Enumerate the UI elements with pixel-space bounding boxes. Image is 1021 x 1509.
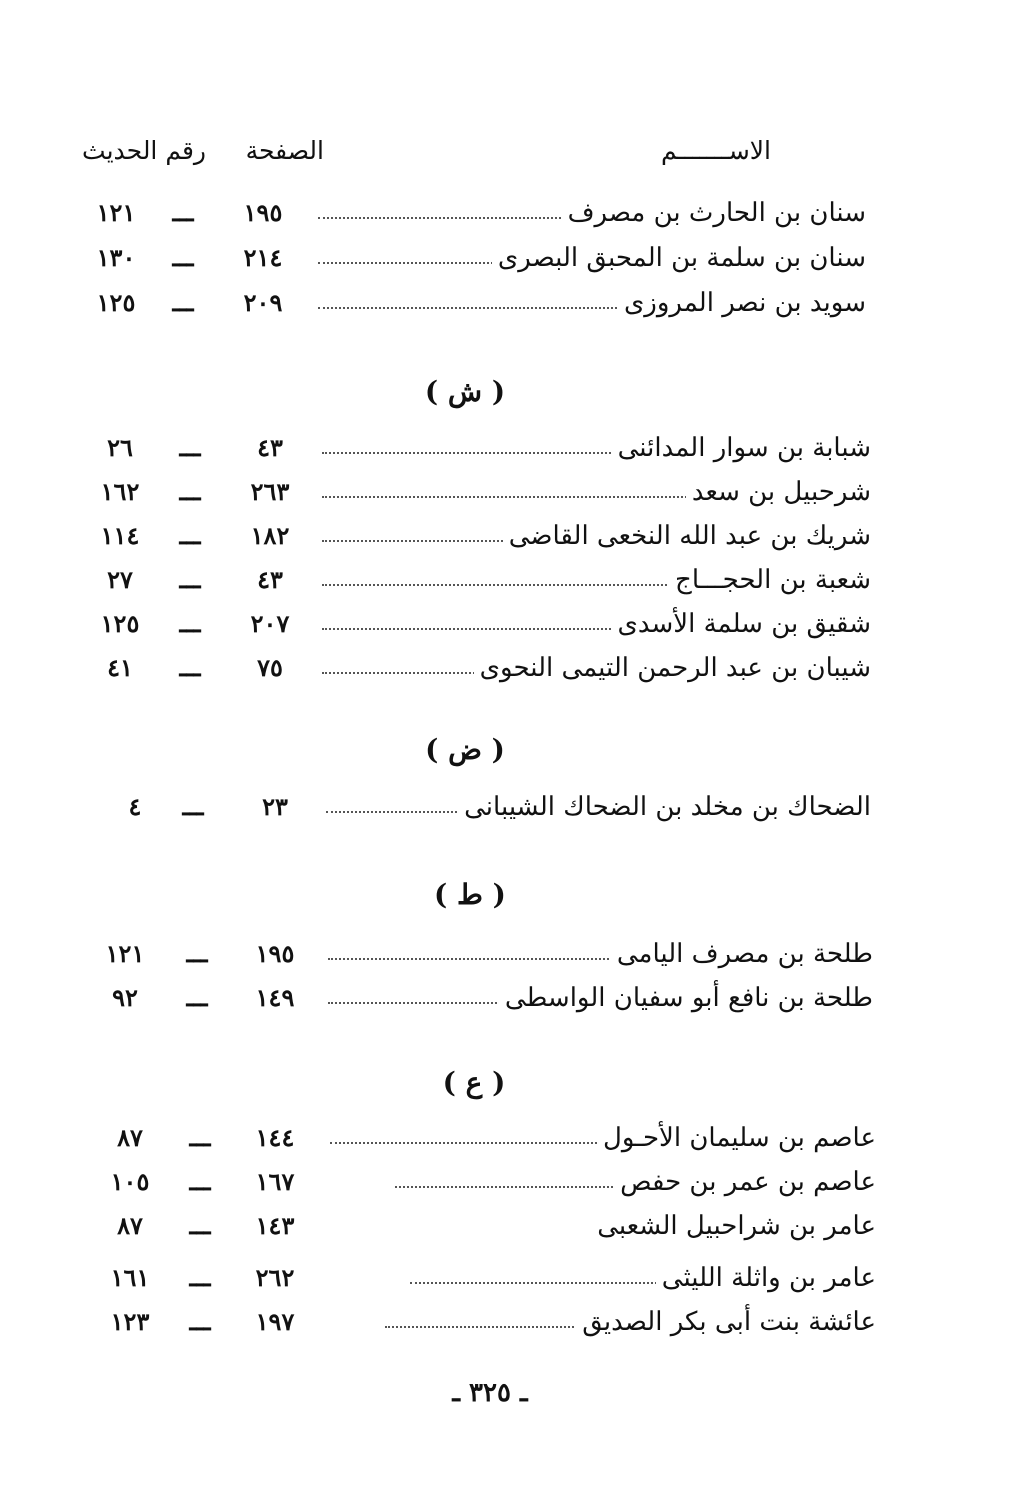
entry-name: شرحبيل بن سعد <box>686 472 871 512</box>
entry-name: شيبان بن عبد الرحمن التيمى النحوى <box>474 648 871 688</box>
entry-page: ١٩٥ <box>243 198 283 227</box>
entry-dash: ـــ <box>172 198 194 227</box>
entry-hadith: ١٢٥ <box>100 609 140 638</box>
entry-hadith: ١٢٥ <box>96 288 136 317</box>
entry-hadith: ١١٤ <box>100 521 140 550</box>
entry-name: عاصم بن عمر بن حفص <box>614 1162 876 1202</box>
entry-page: ٢٦٣ <box>250 477 290 506</box>
index-entry <box>0 604 1021 644</box>
index-entry <box>0 283 1021 323</box>
section-letter-heading: ( ش ) <box>424 375 506 408</box>
index-entry <box>0 428 1021 468</box>
entry-name: شعبة بن الحجـــاج <box>669 560 871 600</box>
entry-dash: ـــ <box>186 939 208 968</box>
entry-dash: ـــ <box>179 653 201 682</box>
column-header-name: الاســـــــم <box>660 136 771 165</box>
column-header-hadith: رقم الحديث <box>82 136 206 165</box>
entry-page: ٧٥ <box>257 653 283 682</box>
entry-hadith: ٩٢ <box>112 983 138 1012</box>
entry-hadith: ٢٦ <box>107 433 133 462</box>
entry-page: ١٤٣ <box>255 1211 295 1240</box>
entry-hadith: ١٢١ <box>105 939 145 968</box>
entry-hadith: ٨٧ <box>117 1211 143 1240</box>
index-entry <box>0 1258 1021 1298</box>
entry-name: طلحة بن نافع أبو سفيان الواسطى <box>499 978 873 1018</box>
entry-dash: ـــ <box>186 983 208 1012</box>
entry-name: سنان بن الحارث بن مصرف <box>562 193 866 233</box>
index-entry <box>0 934 1021 974</box>
entry-name: عامر بن شراحبيل الشعبى <box>591 1206 876 1246</box>
entry-dash: ـــ <box>172 243 194 272</box>
entry-hadith: ٤١ <box>107 653 133 682</box>
entry-page: ٢٠٩ <box>243 288 283 317</box>
entry-name: شريك بن عبد الله النخعى القاضى <box>503 516 871 556</box>
entry-hadith: ٤ <box>128 792 142 821</box>
index-entry <box>0 787 1021 827</box>
entry-page: ١٤٩ <box>255 983 295 1012</box>
entry-dash: ـــ <box>182 792 204 821</box>
entry-page: ٤٣ <box>257 565 283 594</box>
entry-name: سنان بن سلمة بن المحبق البصرى <box>492 238 866 278</box>
section-letter-heading: ( ط ) <box>434 878 506 911</box>
index-entry <box>0 978 1021 1018</box>
entry-dash: ـــ <box>189 1263 211 1292</box>
entry-page: ٤٣ <box>257 433 283 462</box>
index-entry <box>0 238 1021 278</box>
index-entry <box>0 1118 1021 1158</box>
entry-hadith: ١٠٥ <box>110 1167 150 1196</box>
entry-name: شبابة بن سوار المدائنى <box>612 428 871 468</box>
entry-hadith: ٨٧ <box>117 1123 143 1152</box>
index-entry <box>0 648 1021 688</box>
entry-dash: ـــ <box>189 1123 211 1152</box>
entry-name: شقيق بن سلمة الأسدى <box>612 604 872 644</box>
entry-page: ٢٦٢ <box>255 1263 295 1292</box>
entry-name: الضحاك بن مخلد بن الضحاك الشيبانى <box>458 787 871 827</box>
section-letter-heading: ( ع ) <box>442 1066 506 1099</box>
page-number: ـ ٣٢٥ ـ <box>452 1378 528 1408</box>
index-entry <box>0 560 1021 600</box>
column-header-page: الصفحة <box>245 136 324 165</box>
index-entry <box>0 193 1021 233</box>
entry-page: ١٦٧ <box>255 1167 295 1196</box>
entry-hadith: ١٢٣ <box>110 1307 150 1336</box>
entry-page: ١٩٧ <box>255 1307 295 1336</box>
index-entry <box>0 516 1021 556</box>
entry-name: عامر بن واثلة الليثى <box>656 1258 876 1298</box>
entry-page: ٢١٤ <box>243 243 283 272</box>
entry-name: سويد بن نصر المروزى <box>618 283 866 323</box>
entry-page: ١٤٤ <box>255 1123 295 1152</box>
entry-dash: ـــ <box>179 433 201 462</box>
entry-dash: ـــ <box>179 609 201 638</box>
entry-dash: ـــ <box>179 521 201 550</box>
entry-dash: ـــ <box>189 1211 211 1240</box>
entry-hadith: ١٣٠ <box>96 243 136 272</box>
index-entry <box>0 1162 1021 1202</box>
entry-dash: ـــ <box>189 1307 211 1336</box>
entry-name: عائشة بنت أبى بكر الصديق <box>576 1302 876 1342</box>
entry-hadith: ٢٧ <box>107 565 133 594</box>
entry-page: ١٩٥ <box>255 939 295 968</box>
entry-page: ١٨٢ <box>250 521 290 550</box>
entry-name: طلحة بن مصرف اليامى <box>611 934 873 974</box>
entry-page: ٢٣ <box>262 792 288 821</box>
entry-dash: ـــ <box>189 1167 211 1196</box>
section-letter-heading: ( ض ) <box>425 733 505 766</box>
index-entry <box>0 1206 1021 1246</box>
entry-dash: ـــ <box>172 288 194 317</box>
index-entry <box>0 472 1021 512</box>
entry-hadith: ١٦٢ <box>100 477 140 506</box>
entry-page: ٢٠٧ <box>250 609 290 638</box>
entry-hadith: ١٦١ <box>110 1263 150 1292</box>
entry-hadith: ١٢١ <box>96 198 136 227</box>
entry-name: عاصم بن سليمان الأحـول <box>597 1118 876 1158</box>
entry-dash: ـــ <box>179 565 201 594</box>
entry-dash: ـــ <box>179 477 201 506</box>
index-entry <box>0 1302 1021 1342</box>
